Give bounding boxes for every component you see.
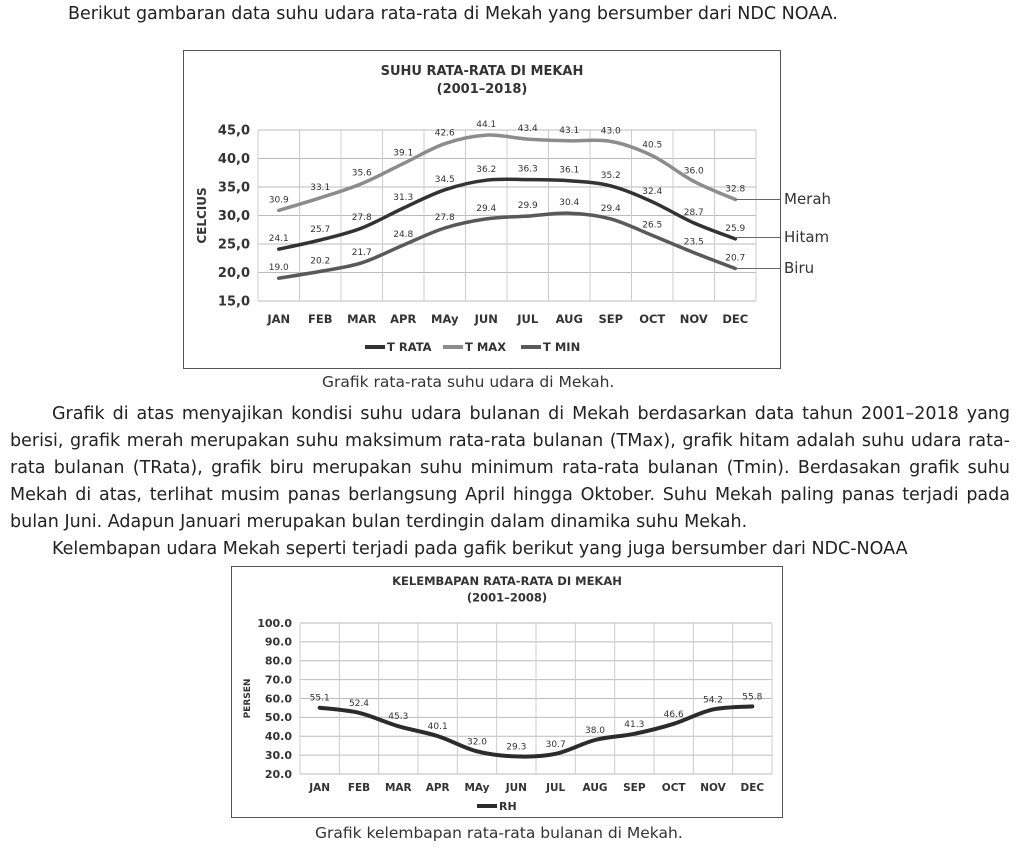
paragraph-temperature: Grafik di atas menyajikan kondisi suhu udara bulanan di Mekah berdasarkan data tahun 2001–2018 yang berisi, grafik merah merupakan suhu maksimum rata-rata bulanan (TMax), grafik hitam adalah suhu udara rata-rata bulanan (TRata), grafik biru merupakan suhu minimum rata-rata bulanan (Tmin). Berdasakan grafik suhu Mekah di atas, terlihat musim panas berlangsung April hingga Oktober. Suhu Mekah paling panas terjadi pada bulan Juni. Adapun Januari merupakan bulan terdingin dalam dinamika suhu Mekah.: [10, 404, 1010, 532]
data-label: 30.4: [559, 198, 580, 209]
y-tick-label: 60.0: [264, 692, 292, 706]
data-label: 29.4: [600, 203, 621, 214]
y-tick-label: 40,0: [217, 152, 250, 168]
data-label: 43.4: [517, 124, 538, 135]
x-tick-label: FEB: [347, 782, 371, 794]
x-tick-label: OCT: [661, 782, 686, 794]
legend-label: RH: [499, 800, 517, 813]
data-label: 36.1: [559, 165, 580, 176]
data-label: 35.6: [351, 168, 372, 179]
data-label: 36.0: [683, 166, 704, 177]
x-tick-label: DEC: [722, 312, 749, 326]
data-label: 54.2: [702, 695, 724, 706]
body-paragraphs: [10, 401, 1010, 563]
x-tick-label: JUN: [474, 312, 498, 326]
x-tick-label: NOV: [700, 782, 726, 794]
data-label: 26.5: [642, 220, 663, 231]
label-merah: Merah: [784, 190, 832, 208]
data-label: 46.6: [663, 709, 684, 720]
data-label: 36.2: [476, 165, 497, 176]
y-tick-label: 30,0: [217, 209, 250, 225]
x-tick-label: MAR: [384, 782, 412, 794]
data-label: 42.6: [434, 128, 455, 139]
x-tick-label: APR: [425, 782, 450, 794]
x-tick-label: JAN: [267, 312, 291, 326]
data-label: 32.0: [466, 737, 488, 748]
data-label: 40.5: [642, 140, 663, 151]
x-tick-label: MAy: [431, 312, 459, 326]
data-label: 45.3: [388, 712, 409, 723]
data-label: 20.2: [310, 256, 331, 267]
x-tick-label: JUN: [505, 782, 527, 794]
y-axis-label: PERSEN: [243, 678, 253, 719]
data-label: 25.7: [310, 225, 331, 236]
data-label: 24.1: [268, 234, 289, 245]
x-tick-label: JUL: [517, 312, 539, 326]
x-tick-label: AUG: [555, 312, 583, 326]
x-tick-label: OCT: [639, 312, 666, 326]
y-tick-label: 20.0: [264, 767, 292, 781]
data-label: 52.4: [348, 698, 370, 709]
data-label: 23.5: [683, 237, 704, 248]
data-label: 25.9: [725, 223, 746, 234]
data-label: 34.5: [434, 174, 455, 185]
humidity-chart-svg: [232, 567, 782, 817]
data-label: 30.9: [268, 195, 289, 206]
x-tick-label: JUL: [546, 782, 566, 794]
data-label: 43.1: [559, 125, 580, 136]
caption-temperature: Grafik rata-rata suhu udara di Mekah.: [322, 373, 615, 391]
x-tick-label: AUG: [582, 782, 608, 794]
data-label: 32.4: [642, 186, 663, 197]
intro-text: Berikut gambaran data suhu udara rata-rata di Mekah yang bersumber dari NDC NOAA.: [68, 4, 838, 24]
x-tick-label: DEC: [740, 782, 765, 794]
data-label: 30.7: [545, 739, 566, 750]
data-label: 29.3: [506, 742, 527, 753]
y-tick-label: 15,0: [217, 294, 250, 310]
y-tick-label: 45,0: [217, 123, 250, 139]
data-label: 39.1: [393, 148, 414, 159]
data-label: 55.1: [309, 693, 330, 704]
legend-label: T MIN: [543, 340, 581, 354]
y-tick-label: 70.0: [264, 673, 292, 687]
y-tick-label: 35,0: [217, 180, 250, 196]
y-tick-label: 40.0: [264, 730, 292, 744]
y-tick-label: 90.0: [264, 635, 292, 649]
data-label: 36.3: [517, 164, 538, 175]
x-tick-label: SEP: [623, 782, 646, 794]
data-label: 35.2: [600, 170, 621, 181]
data-label: 40.1: [427, 722, 448, 733]
data-label: 41.3: [624, 719, 645, 730]
chart-title: SUHU RATA-RATA DI MEKAH: [380, 64, 584, 79]
data-label: 33.1: [310, 182, 331, 193]
data-label: 27.8: [434, 213, 455, 224]
temperature-chart: [183, 50, 781, 369]
legend-label: T MAX: [465, 340, 507, 354]
y-axis-label: CELCIUS: [195, 187, 209, 244]
x-tick-label: MAR: [347, 312, 377, 326]
data-label: 38.0: [584, 726, 606, 737]
chart-title: KELEMBAPAN RATA-RATA DI MEKAH: [392, 574, 622, 588]
data-label: 43.0: [600, 126, 621, 137]
y-tick-label: 50.0: [264, 711, 292, 725]
data-label: 29.9: [517, 201, 538, 212]
data-label: 44.1: [476, 120, 497, 131]
data-label: 31.3: [393, 193, 414, 204]
data-label: 27.8: [351, 213, 372, 224]
data-label: 19.0: [268, 263, 289, 274]
y-tick-label: 100.0: [257, 616, 292, 630]
caption-humidity: Grafik kelembapan rata-rata bulanan di Mekah.: [315, 824, 683, 842]
label-biru: Biru: [784, 259, 815, 277]
data-label: 20.7: [725, 253, 746, 264]
x-tick-label: SEP: [598, 312, 624, 326]
chart-subtitle: (2001–2018): [436, 82, 528, 97]
biru-leader-line: [735, 268, 780, 269]
y-tick-label: 25,0: [217, 237, 250, 253]
x-tick-label: MAy: [464, 782, 490, 794]
temperature-chart-svg: [184, 51, 780, 368]
x-tick-label: APR: [390, 312, 417, 326]
data-label: 24.8: [393, 230, 414, 241]
data-label: 55.8: [742, 692, 763, 703]
legend-label: T RATA: [387, 340, 432, 354]
paragraph-humidity-intro: Kelembapan udara Mekah seperti terjadi pada gafik berikut yang juga bersumber dari NDC-NOAA: [52, 539, 908, 559]
data-label: 28.7: [683, 207, 704, 218]
label-hitam: Hitam: [784, 228, 830, 246]
hitam-leader-line: [735, 237, 780, 238]
x-tick-label: JAN: [309, 782, 331, 794]
x-tick-label: FEB: [308, 312, 333, 326]
y-tick-label: 80.0: [264, 654, 292, 668]
data-label: 32.8: [725, 184, 746, 195]
y-tick-label: 20,0: [217, 266, 250, 282]
humidity-chart: [231, 566, 783, 818]
x-tick-label: NOV: [679, 312, 708, 326]
data-label: 29.4: [476, 203, 497, 214]
y-tick-label: 30.0: [264, 748, 292, 762]
data-label: 21.7: [351, 247, 372, 258]
merah-leader-line: [735, 199, 780, 200]
chart-subtitle: (2001–2008): [466, 590, 548, 605]
